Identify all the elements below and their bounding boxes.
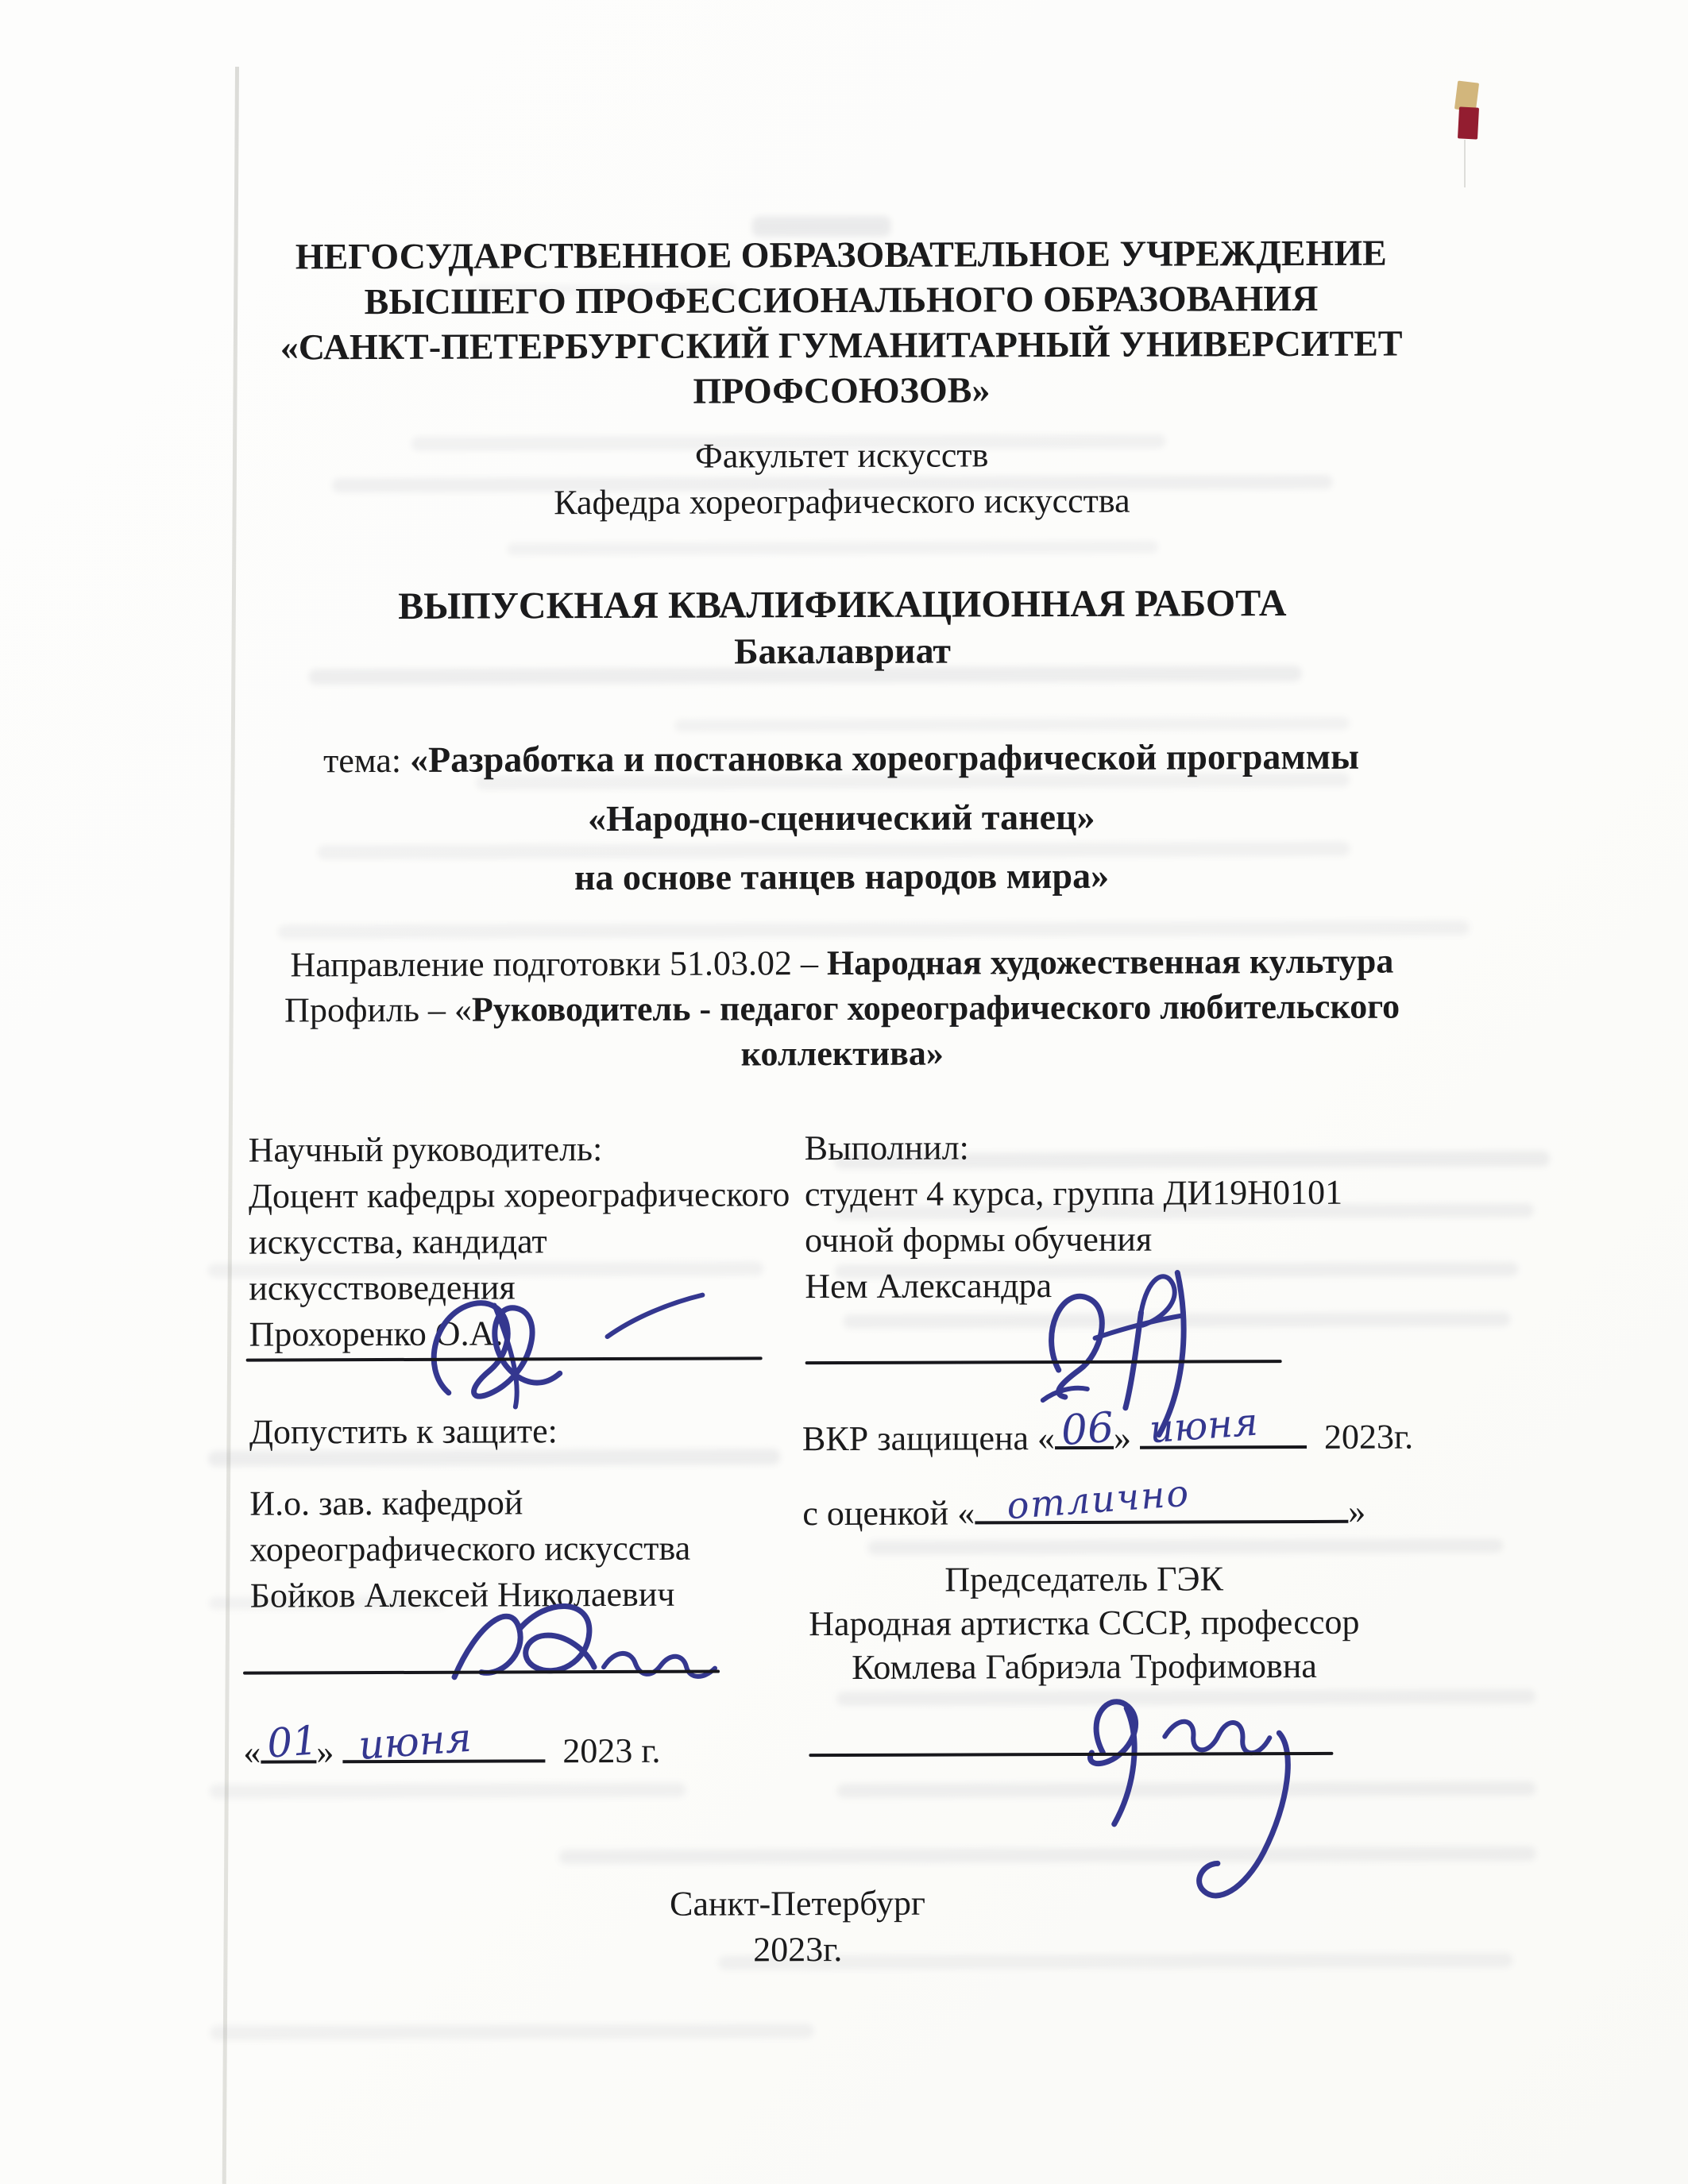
admission-year: 2023 г. [562, 1731, 661, 1771]
faculty-name: Факультет искусств [694, 435, 989, 476]
student-line: очной формы обучения [805, 1219, 1153, 1260]
defense-year: 2023г. [1323, 1417, 1414, 1457]
supervisor-label: Научный руководитель: [248, 1129, 603, 1170]
work-type-block [167, 580, 1517, 676]
theme-label: тема: [323, 740, 411, 781]
degree-level: Бакалавриат [734, 630, 952, 672]
faculty-block [167, 430, 1517, 527]
defense-after-day: » [1113, 1418, 1132, 1457]
footer-year: 2023г. [753, 1930, 843, 1970]
grade-close: » [1348, 1491, 1366, 1531]
field-value: Народная художественная культура [826, 941, 1394, 983]
work-type-title: ВЫПУСКНАЯ КВАЛИФИКАЦИОННАЯ РАБОТА [398, 582, 1287, 627]
theme-line-2: «Народно-сценический танец» [587, 796, 1095, 839]
admission-day-blank [261, 1717, 319, 1767]
student-label: Выполнил: [804, 1128, 969, 1168]
student-signature-tick [1038, 1383, 1094, 1406]
footer-block [130, 1878, 1465, 1975]
supervisor-line: искусствоведения [249, 1268, 516, 1308]
footer-city: Санкт-Петербург [669, 1883, 926, 1924]
defense-prefix: ВКР защищена « [802, 1418, 1056, 1459]
university-line: ПРОФСОЮЗОВ» [693, 369, 991, 411]
defense-day-handwritten: 06 [1059, 1403, 1116, 1456]
admission-day-handwritten: 01 [265, 1717, 319, 1767]
admission-month-blank [342, 1714, 545, 1769]
defense-month-handwritten: июня [1148, 1399, 1260, 1453]
admission-line-2: хореографического искусства [249, 1528, 691, 1569]
supervisor-signature [418, 1281, 728, 1413]
bleed-through-line [210, 1783, 686, 1799]
bleed-through-line [867, 1538, 1503, 1555]
bleed-through-line [674, 717, 1350, 732]
defense-date-row [802, 1399, 1414, 1463]
theme-line-3: на основе танцев народов мира» [574, 855, 1110, 898]
bleed-through-line [278, 920, 1470, 939]
field-line [127, 938, 1557, 988]
grade-blank [975, 1471, 1348, 1528]
theme-line-1 [126, 733, 1556, 784]
university-line: «САНКТ-ПЕТЕРБУРГСКИЙ ГУМАНИТАРНЫЙ УНИВЕРСИТЕТ [280, 322, 1403, 368]
theme-block [126, 733, 1557, 901]
grade-handwritten: отлично [1005, 1471, 1192, 1528]
field-profile-block [127, 938, 1558, 1078]
university-header [166, 230, 1517, 415]
profile-value: Руководитель - педагог хореографического любительского [471, 986, 1400, 1029]
chair-block [806, 1557, 1363, 1689]
approver-signature [435, 1590, 753, 1698]
admission-approver-name: Бойков Алексей Николаевич [249, 1574, 675, 1615]
grade-prefix: с оценкой « [802, 1493, 975, 1534]
admission-quote-open: « [243, 1732, 261, 1772]
department-name: Кафедра хореографического искусства [554, 480, 1130, 523]
university-line: ВЫСШЕГО ПРОФЕССИОНАЛЬНОГО ОБРАЗОВАНИЯ [364, 277, 1319, 322]
student-name: Нем Александра [805, 1266, 1053, 1306]
field-label: Направление подготовки 51.03.02 – [290, 943, 828, 985]
admission-date-row [243, 1714, 661, 1776]
chair-name: Комлева Габриэла Трофимовна [852, 1646, 1317, 1687]
chair-rank: Народная артистка СССР, профессор [809, 1602, 1360, 1644]
defense-month-blank [1140, 1399, 1307, 1453]
chair-title: Председатель ГЭК [944, 1559, 1223, 1599]
bleed-through-line [211, 2024, 814, 2040]
university-line: НЕГОСУДАРСТВЕННОЕ ОБРАЗОВАТЕЛЬНОЕ УЧРЕЖДЕНИЕ [295, 232, 1387, 277]
supervisor-line: Доцент кафедры хореографического [248, 1175, 790, 1216]
theme-text-1: «Разработка и постановка хореографической программы [410, 735, 1360, 780]
supervisor-line: искусства, кандидат [249, 1221, 547, 1262]
profile-label: Профиль – « [284, 990, 473, 1030]
admission-line-1: И.о. зав. кафедрой [249, 1483, 523, 1523]
defense-grade-row [802, 1471, 1366, 1537]
admission-quote-close: » [316, 1732, 334, 1772]
admission-title: Допустить к защите: [249, 1411, 558, 1452]
bleed-through-line [507, 541, 1158, 556]
admission-month-handwritten: июня [357, 1714, 473, 1769]
student-line: студент 4 курса, группа ДИ19Н0101 [804, 1172, 1343, 1214]
profile-line-1 [127, 983, 1557, 1033]
supervisor-name: Прохоренко О.А. [249, 1314, 504, 1354]
defense-day-blank [1055, 1403, 1116, 1456]
profile-line-2: коллектива» [740, 1033, 944, 1074]
